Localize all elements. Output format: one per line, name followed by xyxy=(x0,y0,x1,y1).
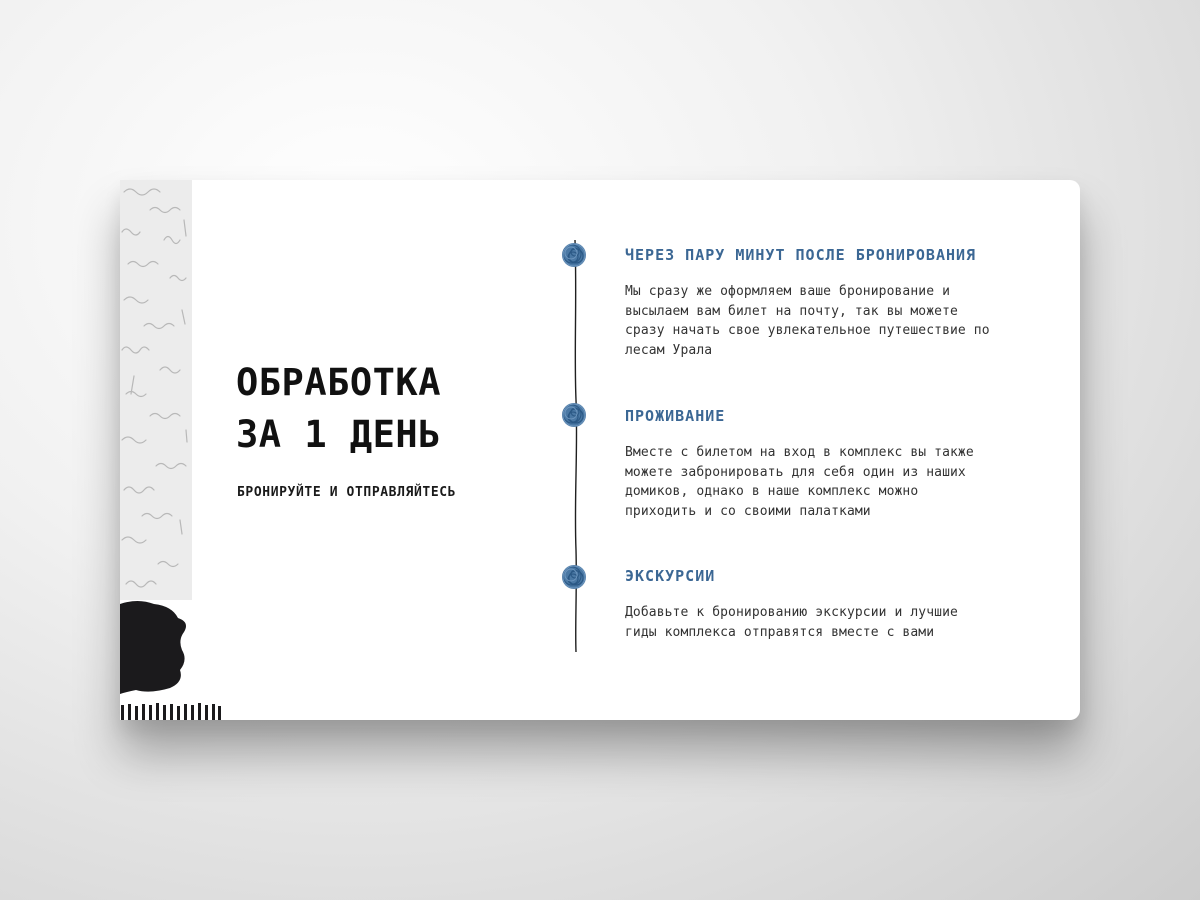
timeline-step-text xyxy=(625,603,1045,642)
timeline-step-booking xyxy=(625,246,1045,361)
timeline-step-accommodation xyxy=(625,407,1045,522)
page-title-line-1: ОБРАБОТКА xyxy=(236,361,441,404)
step-text-line: Вместе с билетом на вход в комплекс вы также xyxy=(625,445,974,460)
timeline-step-title: ЧЕРЕЗ ПАРУ МИНУТ ПОСЛЕ БРОНИРОВАНИЯ xyxy=(625,246,977,264)
barcode-stripes xyxy=(120,702,222,720)
timeline-step-title: ПРОЖИВАНИЕ xyxy=(625,407,726,425)
scribble-dot-icon xyxy=(559,562,589,592)
timeline-step-excursions xyxy=(625,567,1045,642)
page-subtitle: БРОНИРУЙТЕ И ОТПРАВЛЯЙТЕСЬ xyxy=(237,485,457,500)
timeline-step-title: ЭКСКУРСИИ xyxy=(625,567,716,585)
step-text-line: Добавьте к бронированию экскурсии и лучшие xyxy=(625,605,958,620)
page-title xyxy=(236,357,441,461)
page-title-line-2: ЗА 1 ДЕНЬ xyxy=(236,413,441,456)
step-text-line: сразу начать свое увлекательное путешествие по xyxy=(625,323,990,339)
ink-blot xyxy=(120,598,192,694)
timeline-step-text xyxy=(625,282,1045,361)
scribble-dot-icon xyxy=(559,240,589,270)
step-text-line: гиды комплекса отправятся вместе с вами xyxy=(625,624,935,640)
step-text-line: высылаем вам билет на почту, так вы можете xyxy=(625,303,958,319)
step-text-line: домиков, однако в наше комплекс можно xyxy=(625,484,919,500)
step-text-line: лесам Урала xyxy=(625,343,713,359)
step-text-line: приходить и со своими палатками xyxy=(625,504,871,520)
step-text-line: Мы сразу же оформляем ваше бронирование и xyxy=(625,284,950,299)
step-text-line: можете забронировать для себя один из наших xyxy=(625,464,966,480)
info-card xyxy=(120,180,1080,720)
scribble-dot-icon xyxy=(559,400,589,430)
timeline-step-text xyxy=(625,443,1045,522)
handwritten-paper-texture xyxy=(120,180,192,600)
